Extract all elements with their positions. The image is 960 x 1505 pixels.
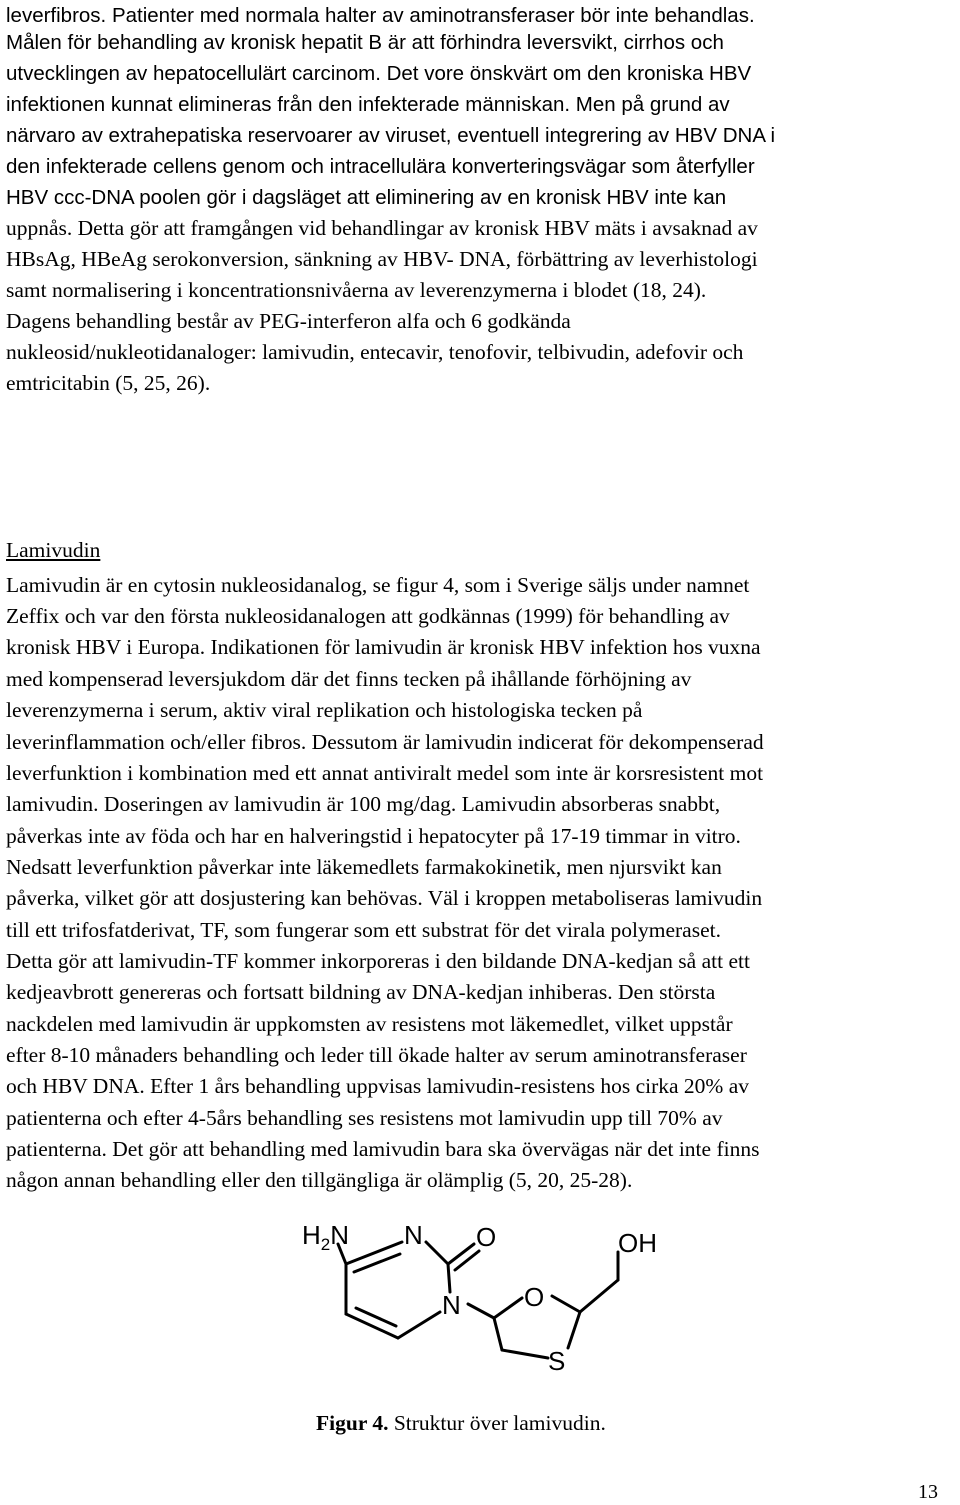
figure-caption [316, 1408, 606, 1439]
text-line: leverinflammation och/eller fibros. Dessutom är lamivudin indicerat för dekompenserad [6, 730, 764, 754]
text-line: med kompenserad leversjukdom där det finns tecken på ihållande förhöjning av [6, 667, 692, 691]
text-line: patienterna och efter 4-5års behandling ses resistens mot lamivudin upp till 70% av [6, 1106, 723, 1130]
text-line: kronisk HBV i Europa. Indikationen för lamivudin är kronisk HBV infektion hos vuxna [6, 635, 761, 659]
text-line: utvecklingen av hepatocellulärt carcinom. Det vore önskvärt om den kroniska HBV [6, 62, 752, 85]
figure-caption-text: Struktur över lamivudin. [388, 1411, 606, 1435]
text-line: Nedsatt leverfunktion påverkar inte läkemedlets farmakokinetik, men njursvikt kan [6, 855, 722, 879]
text-line: nackdelen med lamivudin är uppkomsten av resistens mot läkemedlet, vilket uppstår [6, 1012, 733, 1036]
atom-label: O [524, 1282, 545, 1312]
text-line: nukleosid/nukleotidanaloger: lamivudin, entecavir, tenofovir, telbivudin, adefovir och [6, 340, 744, 364]
bond [448, 1264, 450, 1292]
text-line: Målen för behandling av kronisk hepatit B är att förhindra leversvikt, cirrhos och [6, 31, 724, 54]
bond [552, 1296, 580, 1312]
atom-label: O [476, 1222, 497, 1252]
section-heading: Lamivudin [6, 538, 101, 562]
bond [346, 1242, 402, 1264]
text-line: HBV ccc-DNA poolen gör i dagsläget att eliminering av en kronisk HBV inte kan [6, 186, 727, 209]
bond [494, 1318, 502, 1350]
text-line: HBsAg, HBeAg serokonversion, sänkning av HBV- DNA, förbättring av leverhistologi [6, 247, 758, 271]
text-line: Detta gör att lamivudin-TF kommer inkorporeras i den bildande DNA-kedjan så att ett [6, 949, 750, 973]
text-line: leverenzymerna i serum, aktiv viral replikation och histologiska tecken på [6, 698, 643, 722]
figure-caption-label: Figur 4. [316, 1411, 389, 1435]
text-line: infektionen kunnat elimineras från den infekterade människan. Men på grund av [6, 93, 730, 116]
bond [568, 1312, 580, 1348]
bond [468, 1304, 494, 1318]
text-line: närvaro av extrahepatiska reservoarer av viruset, eventuell integrering av HBV DNA i [6, 124, 776, 147]
text-line: efter 8-10 månaders behandling och leder till ökade halter av serum aminotransferaser [6, 1043, 747, 1067]
atom-label: $H_2N$ [302, 1220, 350, 1254]
text-line: den infekterade cellens genom och intracellulära konverteringsvägar som återfyller [6, 155, 755, 178]
bond [502, 1350, 548, 1358]
text-line: Dagens behandling består av PEG-interferon alfa och 6 godkända [6, 309, 571, 333]
text-line: någon annan behandling eller den tillgängliga är olämplig (5, 20, 25-28). [6, 1168, 633, 1192]
text-line: påverkas inte av föda och har en halveringstid i hepatocyter på 17-19 timmar in vitro. [6, 824, 741, 848]
bond [346, 1314, 398, 1338]
text-line: lamivudin. Doseringen av lamivudin är 100 mg/dag. Lamivudin absorberas snabbt, [6, 792, 721, 816]
bond [426, 1242, 448, 1264]
atom-label: N [404, 1220, 423, 1250]
text-line: uppnås. Detta gör att framgången vid behandlingar av kronisk HBV mäts i avsaknad av [6, 216, 758, 240]
text-line: till ett trifosfatderivat, TF, som fungerar som ett substrat för det virala polymeraset. [6, 918, 721, 942]
bond [356, 1308, 396, 1326]
text-line: och HBV DNA. Efter 1 års behandling uppvisas lamivudin-resistens hos cirka 20% av [6, 1074, 749, 1098]
bond [455, 1251, 479, 1270]
text-line: leverfibros. Patienter med normala halter av aminotransferaser bör inte behandlas. [6, 4, 755, 27]
atom-label: S [548, 1346, 566, 1376]
text-line: Lamivudin är en cytosin nukleosidanalog, se figur 4, som i Sverige säljs under namnet [6, 573, 750, 597]
bond [448, 1244, 474, 1264]
bond [494, 1298, 522, 1318]
text-line: emtricitabin (5, 25, 26). [6, 371, 211, 395]
text-line: leverfunktion i kombination med ett annat antiviralt medel som inte är korsresistent mot [6, 761, 764, 785]
lamivudine-structure-figure [296, 1212, 676, 1387]
page-number: 13 [918, 1481, 938, 1503]
text-line: Zeffix och var den första nukleosidanalogen att godkännas (1999) för behandling av [6, 604, 730, 628]
atom-label: OH [618, 1228, 657, 1258]
text-line: kedjeavbrott genereras och fortsatt bildning av DNA-kedjan inhiberas. Den största [6, 980, 716, 1004]
lamivudine-structure-diagram [296, 1212, 676, 1387]
bond [398, 1312, 440, 1338]
text-line: påverka, vilket gör att dosjustering kan behövas. Väl i kroppen metaboliseras lamivudin [6, 886, 763, 910]
text-line: samt normalisering i koncentrationsnivåerna av leverenzymerna i blodet (18, 24). [6, 278, 707, 302]
atom-label: N [442, 1290, 461, 1320]
text-line: patienterna. Det gör att behandling med lamivudin bara ska övervägas när det inte finns [6, 1137, 760, 1161]
bond [580, 1280, 618, 1312]
